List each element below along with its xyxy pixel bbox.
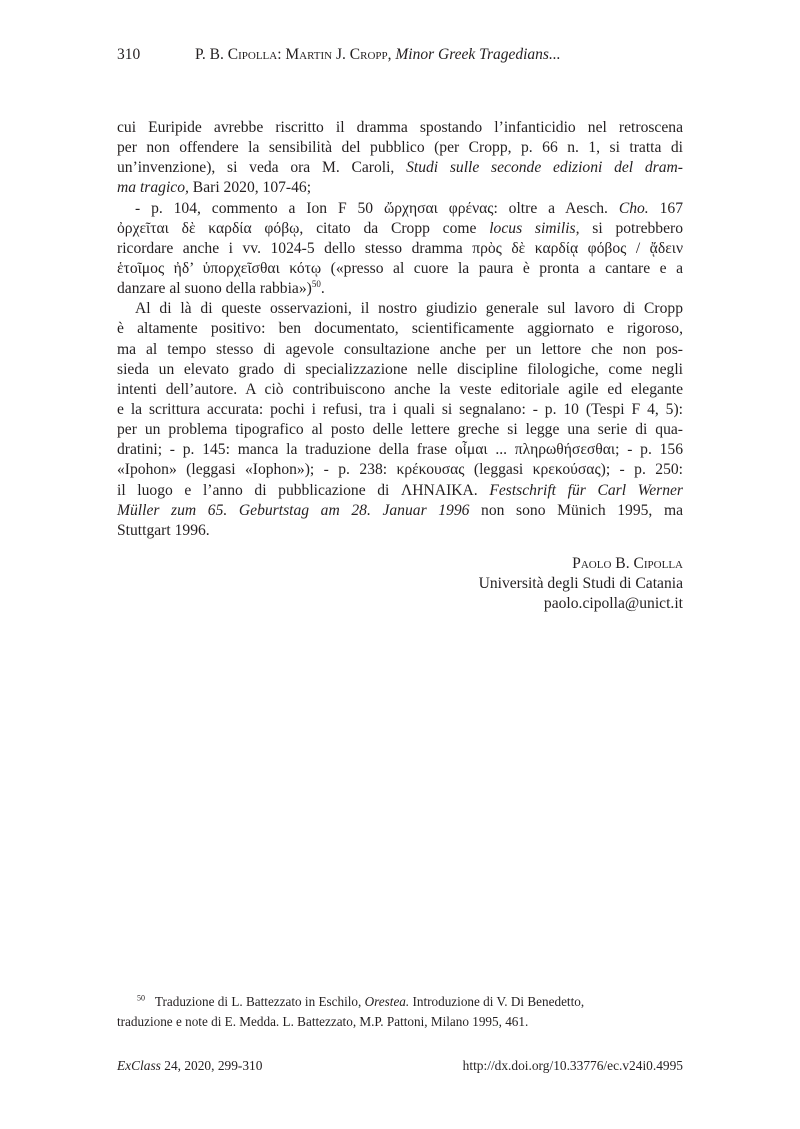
text-line	[117, 481, 683, 501]
body-text	[117, 118, 683, 541]
text-segment: .	[320, 280, 325, 298]
text-segment: si potrebbero	[579, 219, 683, 237]
italic-text: ma tragico,	[117, 179, 189, 197]
italic-text: Müller zum 65. Geburtstag am 28. Januar 1996	[117, 501, 470, 519]
signature-email[interactable]: paolo.cipolla@unict.it	[543, 595, 683, 612]
text-segment: cui Euripide avrebbe riscritto il dramma spostando l’infanticidio nel retroscena	[117, 119, 683, 136]
text-segment: dratini; - p. 145: manca la traduzione della frase οἶμαι ... πληρωθήσεσθαι; - p. 156	[117, 441, 683, 459]
text-line	[117, 460, 683, 480]
footnote-line-2: traduzione e note di E. Medda. L. Battezzato, M.P. Pattoni, Milano 1995, 461.	[117, 1013, 529, 1029]
book-title: Minor Greek Tragedians...	[395, 46, 561, 63]
text-segment: - p. 104, commento a Ion F 50 ὤρχησαι φρένας: oltre a Aesch.	[135, 199, 619, 217]
reviewed-author: Martin J. Cropp	[285, 46, 388, 63]
text-line	[117, 360, 683, 380]
text-line	[117, 501, 683, 521]
signature-affiliation: Università degli Studi di Catania	[478, 575, 683, 592]
text-line	[117, 400, 683, 420]
page-footer	[117, 1058, 683, 1074]
text-segment: «Ipohon» (leggasi «Iophon»); - p. 238: κρέκουσας (leggasi κρεκούσας); - p. 250:	[117, 461, 683, 479]
text-line	[117, 440, 683, 460]
text-line	[117, 279, 683, 299]
footnote-number: 50	[137, 993, 145, 1003]
text-segment: Al di là di queste osservazioni, il nostro giudizio generale sul lavoro di Cropp	[135, 300, 683, 318]
header-comma: ,	[387, 46, 396, 63]
text-segment: ὀρχεῖται δὲ καρδία φόβῳ, citato da Cropp come	[117, 219, 490, 237]
signature-block	[117, 554, 683, 614]
text-segment: danzare al suono della rabbia»)	[117, 280, 312, 298]
text-segment: il luogo e l’anno di pubblicazione di ΛΗΝΑΙΚΑ.	[117, 481, 490, 499]
text-segment: è altamente positivo: ben documentato, scientificamente aggiornato e rigoroso,	[117, 320, 683, 338]
text-line	[117, 138, 683, 158]
running-header	[117, 46, 683, 64]
italic-text: Studi sulle seconde edizioni del dram-	[406, 159, 683, 177]
text-segment: intenti dell’autore. A ciò contribuiscono anche la veste editoriale agile ed elegante	[117, 380, 683, 398]
text-line	[117, 219, 683, 239]
italic-text: locus similis,	[489, 219, 580, 237]
text-line	[117, 259, 683, 279]
journal-citation: 24, 2020, 299-310	[160, 1058, 263, 1073]
text-line	[117, 319, 683, 339]
footnote-text-rest: Introduzione di V. Di Benedetto,	[409, 994, 585, 1009]
text-line	[117, 340, 683, 360]
text-line	[117, 118, 683, 138]
text-line	[117, 420, 683, 440]
text-segment: non sono Münich 1995, ma	[469, 501, 683, 519]
text-line	[117, 380, 683, 400]
text-segment: Stuttgart 1996.	[117, 521, 210, 539]
text-segment: Bari 2020, 107-46;	[188, 179, 312, 197]
italic-text: Cho.	[618, 199, 649, 217]
text-segment: per non offendere la sensibilità del pubblico (per Cropp, p. 66 n. 1, si tratta di	[117, 139, 683, 157]
text-line	[117, 178, 683, 198]
text-segment: 167	[648, 199, 683, 217]
text-segment: sieda un elevato grado di specializzazione nelle discipline filologiche, come negli	[117, 360, 683, 378]
footnote-text: Traduzione di L. Battezzato in Eschilo,	[154, 994, 365, 1009]
text-line	[117, 158, 683, 178]
text-segment: e la scrittura accurata: pochi i refusi, tra i quali si segnalano: - p. 10 (Tespi F 4, 5):	[117, 400, 683, 418]
text-line	[117, 199, 683, 219]
journal-name: ExClass	[117, 1058, 161, 1073]
author-surname: Cipolla	[227, 46, 278, 63]
author-initials: P. B.	[195, 46, 228, 63]
signature-name: Paolo B. Cipolla	[572, 555, 683, 572]
footnote-title: Orestea.	[364, 994, 410, 1009]
footnote	[117, 992, 683, 1031]
page-number: 310	[117, 46, 141, 63]
text-line	[117, 521, 683, 541]
text-line	[117, 239, 683, 259]
header-separator: :	[277, 46, 286, 63]
doi-link[interactable]: http://dx.doi.org/10.33776/ec.v24i0.4995	[462, 1058, 683, 1073]
text-segment: ricordare anche i vv. 1024-5 dello stesso dramma πρὸς δὲ καρδίᾳ φόβος / ᾄδειν	[117, 239, 683, 257]
footnote-reference: 50	[311, 278, 321, 289]
text-line	[117, 299, 683, 319]
italic-text: Festschrift für Carl Werner	[489, 481, 683, 499]
text-segment: ma al tempo stesso di agevole consultazione anche per un lettore che non pos-	[117, 340, 683, 358]
text-segment: un’invenzione), si veda ora M. Caroli,	[117, 159, 407, 177]
text-segment: per un problema tipografico al posto delle lettere greche si legge una serie di qua-	[117, 421, 683, 439]
text-segment: ἑτοῖμος ἠδ’ ὑπορχεῖσθαι κότῳ («presso al cuore la paura è pronta a cantare e a	[117, 259, 683, 277]
